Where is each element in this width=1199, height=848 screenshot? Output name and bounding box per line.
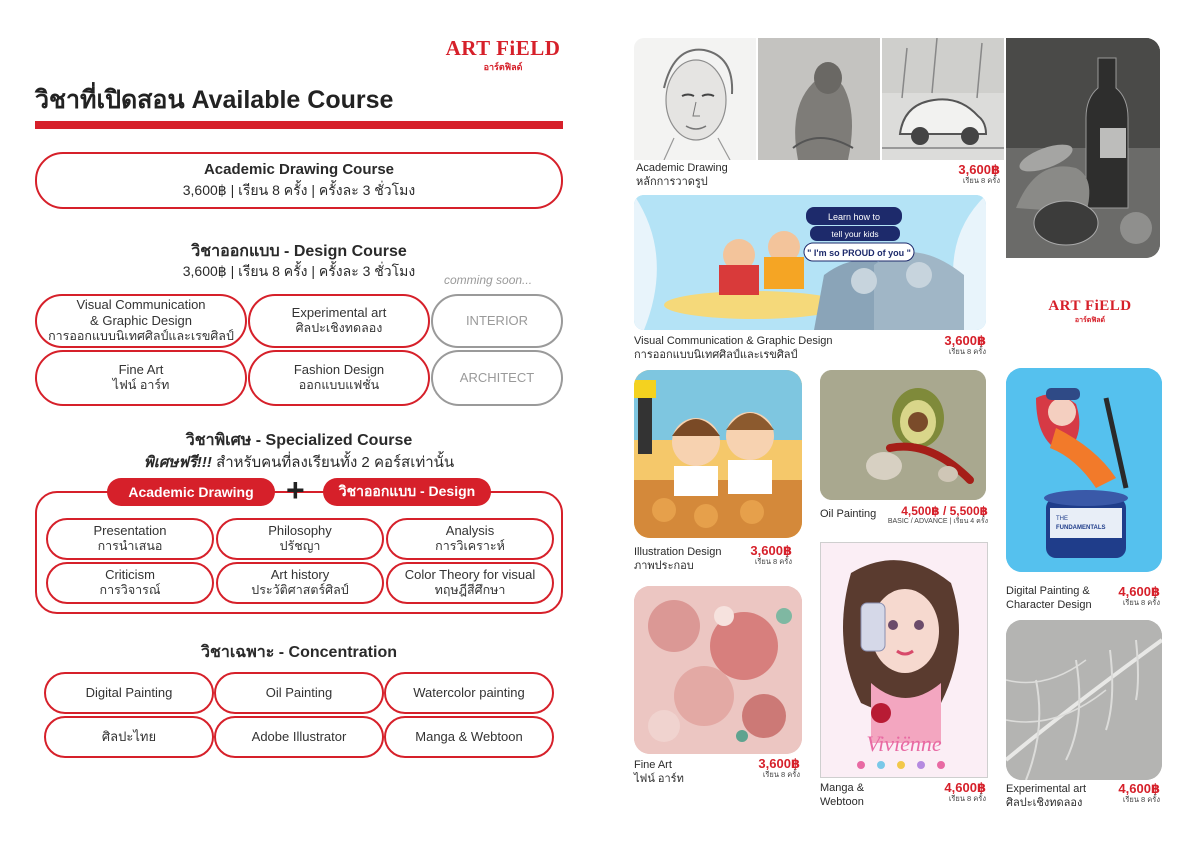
tag-academic-drawing: Academic Drawing bbox=[107, 478, 275, 506]
manga-tile bbox=[820, 542, 988, 778]
design-fashion-line2: ออกแบบแฟชั่น bbox=[298, 378, 380, 393]
title-underline bbox=[35, 121, 563, 129]
banner-line2: tell your kids bbox=[831, 229, 879, 239]
experimental-image bbox=[1006, 620, 1162, 780]
visual-comm-price bbox=[916, 334, 986, 356]
fine-art-tile bbox=[634, 586, 802, 754]
art-history-th: ประวัติศาสตร์ศิลป์ bbox=[251, 583, 349, 598]
tag-design-course: วิชาออกแบบ - Design bbox=[323, 478, 491, 506]
fine-art-price-sessions: เรียน 8 ครั้ง bbox=[762, 769, 800, 779]
color-theory-en: Color Theory for visual bbox=[404, 567, 536, 583]
page-title: วิชาที่เปิดสอน Available Course bbox=[35, 86, 394, 114]
academic-caption bbox=[636, 161, 728, 190]
experimental-price-sessions: เรียน 8 ครั้ง bbox=[1122, 794, 1160, 804]
brand-name-secondary: ART FiELD bbox=[1048, 298, 1132, 314]
digital-price-sessions: เรียน 8 ครั้ง bbox=[1122, 597, 1160, 607]
design-vc-line1: Visual Communication bbox=[76, 296, 206, 312]
manga-signature: Viviënne bbox=[866, 731, 942, 756]
special-color-theory bbox=[386, 562, 554, 604]
academic-course-name: Academic Drawing Course bbox=[203, 161, 395, 179]
conc-illustrator-label: Adobe Illustrator bbox=[251, 728, 347, 744]
fine-art-price-value: 3,600฿ bbox=[758, 756, 800, 771]
experimental-caption bbox=[1006, 782, 1086, 811]
design-fashion-line1: Fashion Design bbox=[293, 362, 385, 378]
manga-price bbox=[926, 781, 986, 803]
academic-price-value: 3,600฿ bbox=[958, 162, 1000, 177]
special-criticism bbox=[46, 562, 214, 604]
special-art-history bbox=[216, 562, 384, 604]
fine-art-caption-en: Fine Art bbox=[634, 759, 672, 771]
brand-logo bbox=[440, 36, 566, 74]
manga-caption bbox=[820, 781, 864, 810]
conc-manga bbox=[384, 716, 554, 758]
experimental-price bbox=[1100, 782, 1160, 804]
academic-caption-en: Academic Drawing bbox=[636, 162, 728, 174]
design-fine-art bbox=[35, 350, 247, 406]
illustration-price-sessions: เรียน 8 ครั้ง bbox=[754, 556, 792, 566]
manga-image bbox=[821, 543, 987, 777]
design-vc-line2: & Graphic Design bbox=[90, 313, 192, 329]
architect-label: ARCHITECT bbox=[459, 369, 535, 385]
brand-name: ART FiELD bbox=[445, 36, 561, 60]
philosophy-en: Philosophy bbox=[268, 523, 332, 539]
illustration-caption-en: Illustration Design bbox=[634, 546, 722, 558]
conc-digital-painting bbox=[44, 672, 214, 714]
car-sketch-image bbox=[882, 38, 1004, 160]
presentation-th: การนำเสนอ bbox=[97, 539, 163, 554]
digital-price bbox=[1100, 585, 1160, 607]
special-free-rest: สำหรับคนที่ลงเรียนทั้ง 2 คอร์สเท่านั้น bbox=[211, 454, 455, 471]
experimental-caption-th: ศิลปะเชิงทดลอง bbox=[1006, 797, 1083, 810]
conc-illustrator bbox=[214, 716, 384, 758]
oil-price-value: 4,500฿ / 5,500฿ bbox=[901, 504, 988, 518]
academic-course-box bbox=[35, 152, 563, 209]
philosophy-th: ปรัชญา bbox=[279, 539, 321, 554]
criticism-en: Criticism bbox=[105, 567, 155, 583]
special-philosophy bbox=[216, 518, 384, 560]
experimental-caption-en: Experimental art bbox=[1006, 783, 1087, 795]
illustration-caption bbox=[634, 545, 721, 574]
conc-thai-label: ศิลปะไทย bbox=[101, 728, 157, 744]
academic-sketch-car bbox=[882, 38, 1004, 160]
visual-comm-price-sessions: เรียน 8 ครั้ง bbox=[948, 346, 986, 356]
experimental-price-value: 4,600฿ bbox=[1118, 781, 1160, 796]
coming-soon-label: comming soon... bbox=[444, 273, 533, 287]
design-fineart-line2: ไฟน์ อาร์ท bbox=[112, 378, 170, 393]
interior-label: INTERIOR bbox=[465, 312, 529, 328]
still-life-image bbox=[1006, 38, 1160, 258]
conc-watercolor bbox=[384, 672, 554, 714]
conc-oil-label: Oil Painting bbox=[265, 684, 333, 700]
academic-sketch-portrait bbox=[634, 38, 756, 160]
visual-comm-caption bbox=[634, 334, 833, 363]
oil-price bbox=[870, 505, 988, 525]
academic-sketch-figure bbox=[758, 38, 880, 160]
academic-price bbox=[930, 163, 1000, 185]
illustration-image bbox=[634, 370, 802, 538]
digital-caption bbox=[1006, 584, 1092, 613]
design-fineart-line1: Fine Art bbox=[118, 362, 164, 378]
oil-caption: Oil Painting bbox=[820, 508, 877, 520]
special-heading: วิชาพิเศษ - Specialized Course bbox=[185, 432, 413, 449]
visual-comm-caption-en: Visual Communication & Graphic Design bbox=[634, 335, 833, 347]
academic-still-life bbox=[1006, 38, 1160, 258]
manga-price-value: 4,600฿ bbox=[944, 780, 986, 795]
banner-line1: Learn how to bbox=[827, 212, 881, 222]
design-exp-line2: ศิลปะเชิงทดลอง bbox=[295, 321, 383, 336]
digital-price-value: 4,600฿ bbox=[1118, 584, 1160, 599]
manga-price-sessions: เรียน 8 ครั้ง bbox=[948, 793, 986, 803]
conc-manga-label: Manga & Webtoon bbox=[415, 728, 523, 744]
conc-thai-art bbox=[44, 716, 214, 758]
analysis-th: การวิเคราะห์ bbox=[435, 539, 505, 554]
fine-art-caption-th: ไฟน์ อาร์ท bbox=[634, 773, 684, 786]
design-architect-soon bbox=[431, 350, 563, 406]
special-analysis bbox=[386, 518, 554, 560]
special-free-bold: พิเศษฟรี!!! bbox=[143, 454, 212, 471]
design-vc-line3: การออกแบบนิเทศศิลป์และเรขศิลป์ bbox=[48, 329, 234, 344]
visual-comm-banner bbox=[634, 195, 986, 330]
illustration-price-value: 3,600฿ bbox=[750, 543, 792, 558]
oil-painting-image bbox=[820, 370, 986, 500]
figure-sketch-image bbox=[758, 38, 880, 160]
digital-painting-image bbox=[1006, 368, 1162, 572]
design-detail: 3,600฿ | เรียน 8 ครั้ง | ครั้งละ 3 ชั่วโมง bbox=[182, 263, 416, 279]
jar-label-1: THE bbox=[1056, 516, 1068, 522]
conc-watercolor-label: Watercolor painting bbox=[413, 684, 525, 700]
fine-art-image bbox=[634, 586, 802, 754]
visual-comm-caption-th: การออกแบบนิเทศศิลป์และเรขศิลป์ bbox=[634, 349, 798, 362]
design-interior-soon bbox=[431, 294, 563, 348]
illustration-price bbox=[728, 544, 792, 566]
digital-caption-en2: Character Design bbox=[1006, 599, 1092, 612]
concentration-heading: วิชาเฉพาะ - Concentration bbox=[201, 644, 397, 661]
design-visual-communication bbox=[35, 294, 247, 348]
digital-caption-en1: Digital Painting & bbox=[1006, 585, 1090, 597]
special-presentation bbox=[46, 518, 214, 560]
visual-comm-illustration bbox=[634, 195, 986, 330]
academic-caption-th: หลักการวาดรูป bbox=[636, 176, 708, 189]
brand-logo-secondary bbox=[1040, 298, 1140, 326]
brand-sub-secondary: อาร์ตฟิลด์ bbox=[1074, 317, 1106, 324]
design-fashion bbox=[248, 350, 430, 406]
banner-quote: " I'm so PROUD of you " bbox=[807, 248, 911, 258]
illustration-tile bbox=[634, 370, 802, 538]
design-exp-line1: Experimental art bbox=[291, 305, 387, 321]
academic-course-detail: 3,600฿ | เรียน 8 ครั้ง | ครั้งละ 3 ชั่วโมง bbox=[182, 182, 416, 199]
criticism-th: การวิจารณ์ bbox=[99, 583, 161, 598]
visual-comm-price-value: 3,600฿ bbox=[944, 333, 986, 348]
design-heading: วิชาออกแบบ - Design Course bbox=[191, 243, 407, 260]
color-theory-th: ทฤษฎีสีศึกษา bbox=[434, 583, 506, 598]
plus-sign: + bbox=[286, 472, 305, 508]
portrait-sketch-image bbox=[634, 38, 756, 160]
special-free-line bbox=[35, 450, 563, 474]
fine-art-price bbox=[736, 757, 800, 779]
illustration-caption-th: ภาพประกอบ bbox=[634, 560, 694, 573]
oil-painting-tile bbox=[820, 370, 986, 500]
fine-art-caption bbox=[634, 758, 684, 787]
digital-painting-tile bbox=[1006, 368, 1162, 572]
academic-price-sessions: เรียน 8 ครั้ง bbox=[962, 175, 1000, 185]
analysis-en: Analysis bbox=[445, 523, 495, 539]
art-history-en: Art history bbox=[270, 567, 330, 583]
design-experimental-art bbox=[248, 294, 430, 348]
jar-label-2: FUNDAMENTALS bbox=[1056, 525, 1106, 531]
brand-sub: อาร์ตฟิลด์ bbox=[483, 62, 523, 72]
conc-oil-painting bbox=[214, 672, 384, 714]
manga-caption-en1: Manga & bbox=[820, 782, 865, 794]
manga-caption-en2: Webtoon bbox=[820, 796, 864, 809]
presentation-en: Presentation bbox=[93, 523, 167, 539]
right-page bbox=[600, 0, 1199, 848]
conc-digital-label: Digital Painting bbox=[85, 684, 173, 700]
experimental-tile bbox=[1006, 620, 1162, 780]
oil-price-sessions: BASIC / ADVANCE | เรียน 4 ครั้ง bbox=[887, 517, 988, 525]
